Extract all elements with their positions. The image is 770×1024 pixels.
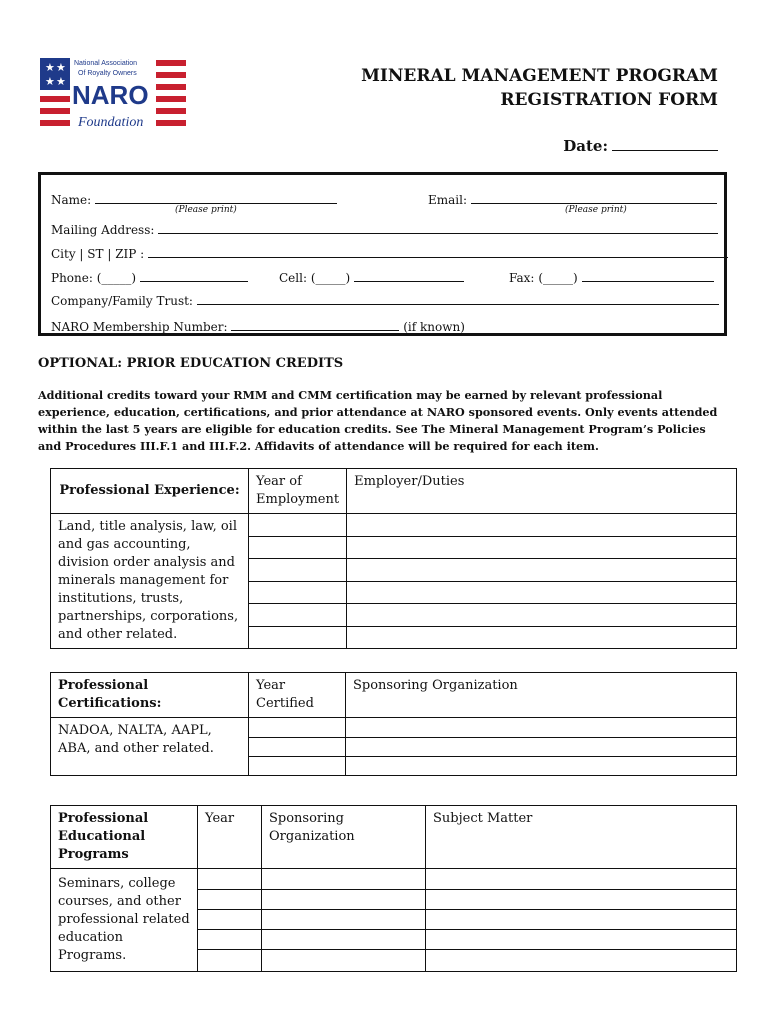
education-col-year: Year bbox=[198, 806, 262, 869]
certifications-description: NADOA, NALTA, AAPL, ABA, and other related. bbox=[51, 718, 249, 776]
professional-certifications-table bbox=[50, 672, 737, 776]
experience-year-cell[interactable] bbox=[249, 626, 347, 649]
certifications-col-org: Sponsoring Organization bbox=[346, 673, 737, 718]
membership-blank[interactable] bbox=[231, 318, 399, 331]
education-year-cell[interactable] bbox=[198, 950, 262, 972]
certifications-col-year: Year Certified bbox=[249, 673, 346, 718]
city-state-zip-field[interactable] bbox=[51, 245, 728, 261]
logo-brand: NARO bbox=[72, 80, 149, 110]
experience-year-cell[interactable] bbox=[249, 514, 347, 537]
education-year-cell[interactable] bbox=[198, 910, 262, 930]
membership-label: NARO Membership Number: bbox=[51, 320, 228, 334]
experience-employer-cell[interactable] bbox=[347, 536, 737, 559]
cell-blank[interactable] bbox=[354, 269, 464, 282]
company-blank[interactable] bbox=[197, 292, 719, 305]
experience-col-employer: Employer/Duties bbox=[347, 469, 737, 514]
name-blank[interactable] bbox=[95, 191, 337, 204]
fax-blank[interactable] bbox=[582, 269, 714, 282]
certifications-org-cell[interactable] bbox=[346, 718, 737, 738]
svg-text:★: ★ bbox=[56, 75, 66, 88]
email-blank[interactable] bbox=[471, 191, 717, 204]
fax-field[interactable] bbox=[509, 269, 714, 285]
education-year-cell[interactable] bbox=[198, 890, 262, 910]
title-line1: MINERAL MANAGEMENT PROGRAM bbox=[361, 66, 718, 86]
date-field[interactable] bbox=[563, 136, 718, 155]
registration-info-box bbox=[38, 172, 727, 336]
logo-line2: Of Royalty Owners bbox=[78, 70, 137, 77]
svg-text:★: ★ bbox=[45, 61, 55, 74]
naro-foundation-logo bbox=[38, 56, 188, 136]
education-org-cell[interactable] bbox=[262, 930, 426, 950]
optional-section-paragraph: Additional credits toward your RMM and CMM certification may be earned by relevant professional experience, education, certifications, and prior attendance at NARO sponsored events. Only events attended within the last 5 years are eligible for education credits. See The Mineral Management Program’s Policies and Procedures III.F.1 and III.F.2. Affidavits of attendance will be required for each item. bbox=[38, 388, 718, 453]
education-subject-cell[interactable] bbox=[426, 930, 737, 950]
company-label: Company/Family Trust: bbox=[51, 294, 193, 308]
experience-year-cell[interactable] bbox=[249, 559, 347, 582]
education-org-cell[interactable] bbox=[262, 910, 426, 930]
cell-area[interactable]: (_____) bbox=[310, 271, 351, 285]
company-field[interactable] bbox=[51, 292, 719, 308]
education-col-org: Sponsoring Organization bbox=[262, 806, 426, 869]
experience-employer-cell[interactable] bbox=[347, 514, 737, 537]
logo-sub: Foundation bbox=[78, 115, 144, 130]
fax-label: Fax: bbox=[509, 271, 535, 285]
email-hint: (Please print) bbox=[565, 205, 627, 215]
page-title bbox=[361, 64, 718, 112]
city-blank[interactable] bbox=[148, 245, 728, 258]
education-org-cell[interactable] bbox=[262, 950, 426, 972]
name-label: Name: bbox=[51, 193, 92, 207]
education-subject-cell[interactable] bbox=[426, 910, 737, 930]
certifications-org-cell[interactable] bbox=[346, 757, 737, 776]
education-year-cell[interactable] bbox=[198, 869, 262, 890]
experience-employer-cell[interactable] bbox=[347, 581, 737, 604]
optional-section-title: OPTIONAL: PRIOR EDUCATION CREDITS bbox=[38, 356, 344, 371]
svg-text:★: ★ bbox=[56, 61, 66, 74]
education-subject-cell[interactable] bbox=[426, 890, 737, 910]
education-org-cell[interactable] bbox=[262, 890, 426, 910]
membership-hint: (if known) bbox=[403, 320, 465, 334]
experience-col-year: Year of Employment bbox=[249, 469, 347, 514]
name-hint: (Please print) bbox=[175, 205, 237, 215]
certifications-org-cell[interactable] bbox=[346, 738, 737, 757]
experience-year-cell[interactable] bbox=[249, 604, 347, 627]
education-col-subject: Subject Matter bbox=[426, 806, 737, 869]
cell-label: Cell: bbox=[279, 271, 308, 285]
cell-field[interactable] bbox=[279, 269, 464, 285]
phone-area[interactable]: (_____) bbox=[96, 271, 137, 285]
date-blank[interactable] bbox=[612, 136, 718, 151]
logo-graphic bbox=[38, 56, 188, 136]
mailing-label: Mailing Address: bbox=[51, 223, 155, 237]
phone-label: Phone: bbox=[51, 271, 93, 285]
title-line2: REGISTRATION FORM bbox=[500, 90, 718, 110]
logo-line1: National Association bbox=[74, 60, 138, 67]
certifications-year-cell[interactable] bbox=[249, 718, 346, 738]
phone-blank[interactable] bbox=[140, 269, 248, 282]
education-subject-cell[interactable] bbox=[426, 869, 737, 890]
professional-experience-table bbox=[50, 468, 737, 649]
svg-text:★: ★ bbox=[45, 75, 55, 88]
mailing-blank[interactable] bbox=[158, 221, 718, 234]
fax-area[interactable]: (_____) bbox=[538, 271, 578, 285]
email-label: Email: bbox=[428, 193, 468, 207]
membership-field[interactable] bbox=[51, 318, 465, 334]
professional-education-table bbox=[50, 805, 737, 972]
city-label: City | ST | ZIP : bbox=[51, 247, 145, 261]
experience-heading: Professional Experience: bbox=[51, 469, 249, 514]
experience-year-cell[interactable] bbox=[249, 536, 347, 559]
education-heading: Professional Educational Programs bbox=[51, 806, 198, 869]
phone-field[interactable] bbox=[51, 269, 248, 285]
certifications-year-cell[interactable] bbox=[249, 757, 346, 776]
experience-description: Land, title analysis, law, oil and gas accounting, division order analysis and minerals management for institutions, trusts, partnerships, corporations, and other related. bbox=[51, 514, 249, 649]
education-subject-cell[interactable] bbox=[426, 950, 737, 972]
date-label: Date: bbox=[563, 137, 608, 155]
experience-employer-cell[interactable] bbox=[347, 559, 737, 582]
experience-year-cell[interactable] bbox=[249, 581, 347, 604]
education-org-cell[interactable] bbox=[262, 869, 426, 890]
experience-employer-cell[interactable] bbox=[347, 604, 737, 627]
education-description: Seminars, college courses, and other professional related education Programs. bbox=[51, 869, 198, 972]
certifications-heading: Professional Certifications: bbox=[51, 673, 249, 718]
experience-employer-cell[interactable] bbox=[347, 626, 737, 649]
mailing-address-field[interactable] bbox=[51, 221, 718, 237]
certifications-year-cell[interactable] bbox=[249, 738, 346, 757]
education-year-cell[interactable] bbox=[198, 930, 262, 950]
